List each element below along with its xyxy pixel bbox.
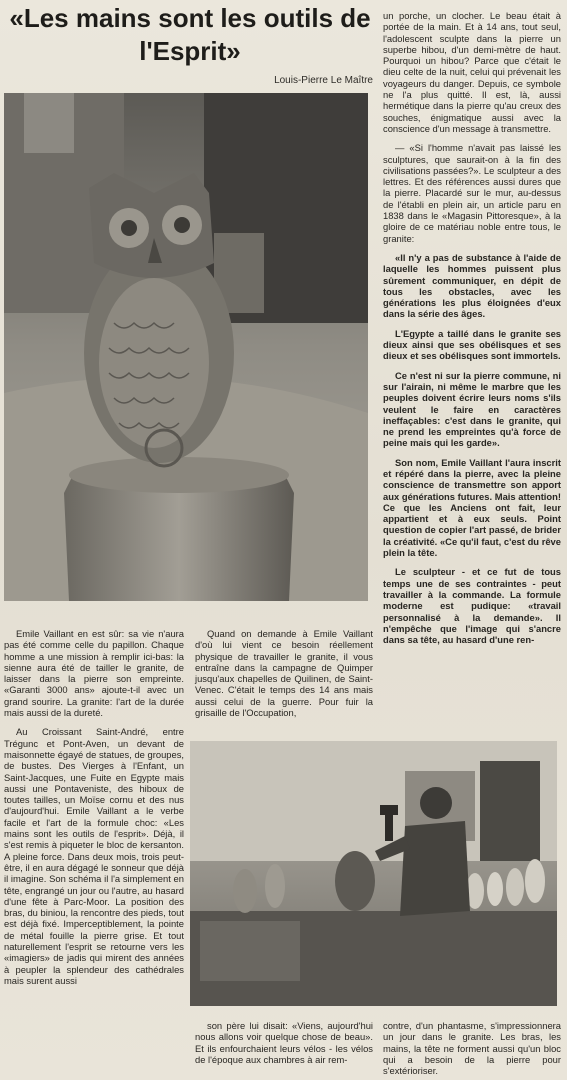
- paragraph: Quand on demande à Emile Vaillant d'où lui vient ce besoin réellement physique de travailler le granite, il vous entraîne dans la campagne de Quimper jusqu'aux chapelles de Quilinen, de Saint-Venec. C'était le temps des 14 ans mais aussi celui de la guerre. Pour fuir la grisaille de l'Occupation,: [195, 628, 373, 719]
- paragraph: Son nom, Emile Vaillant l'aura inscrit et répéré dans la pierre, avec la pleine conscience de transmettre son apport aux générations futures. Mais attention! Ce que les Anciens ont fait, leur appartient et à eux seuls. Point question de copier l'art passé, de brider la créativité. «Ce qu'il faut, c'est du rêve plein la tête.: [383, 456, 561, 559]
- article-column-middle-bottom: [195, 1020, 373, 1078]
- quote-paragraph: L'Egypte a taillé dans le granite ses dieux ainsi que ses obélisques et ses dieux et ses obélisques sont immortels.: [383, 327, 561, 362]
- quote-paragraph: «Il n'y a pas de substance à l'aide de laquelle les hommes puissent plus sûrement communiquer, en dépit de tous les obstacles, avec les générations les plus éloignées d'eux dans la série des âges.: [383, 251, 561, 320]
- headline: «Les mains sont les outils de l'Esprit»: [9, 3, 371, 66]
- owl-sculpture-photo: [4, 93, 368, 601]
- paragraph: un porche, un clocher. Le beau était à portée de la main. Et à 14 ans, tout seul, l'adolescent sculpte dans la pierre un superbe hibou, d'un demi-mètre de haut. Pourquoi un hibou? Parce que c'était le dieu celte de la nuit, celui qui prévenait les voyageurs du danger. Depuis, ce symbole ne l'a plus quitté. Il est, là, aussi hermétique dans la pierre qu'au creux des souches, énigmatique aussi avec la conscience d'un message à transmettre.: [383, 10, 561, 134]
- paragraph: son père lui disait: «Viens, aujourd'hui nous allons voir quelque chose de beau». Et ils enfourchaient leurs vélos - les vélos de l'époque aux chambres à air rem-: [195, 1020, 373, 1065]
- article-column-middle-top: [195, 628, 373, 738]
- article-column-left: [4, 628, 184, 1078]
- paragraph: contre, d'un phantasme, s'impressionnera un jour dans le granite. Les bras, les mains, la tête ne forment aussi qu'un bloc qui a besoin de la pierre pour s'extérioriser.: [383, 1020, 561, 1077]
- byline: Louis-Pierre Le Maître: [274, 75, 373, 86]
- article-column-right-top: [383, 10, 561, 665]
- paragraph: Au Croissant Saint-André, entre Trégunc et Pont-Aven, un devant de maisonnette égayé de statues, de groupes, de bustes. Des Vierges à l'Enfant, un Saint-Jacques, une Fuite en Egypte mais aussi une Pontaveniste, des hiboux de toutes tailles, un Moïse cornu et des nus d'aujourd'hui. Emile Vaillant a le verbe facile et l'art de la formule choc: «Les mains sont les outils de l'esprit». Déjà, il s'est remis à piqueter le bloc de kersanton. A pleine force. Dans deux mois, trois peut-être, il en aura dégagé le sonneur que déjà il imagine. Son schéma il l'a simplement en tête, engrangé un jour ou l'autre, au hasard d'une fête à Parc-Moor. La position des bras, du biniou, la rencontre des pieds, tout est déjà fixé. Imperceptiblement, la pointe de métal fouille la pierre grise. Et tout naturellement l'esprit se retourne vers les «imagiers» de jadis qui mirent des années à peupler la splendeur des cathédrales mais surent aussi: [4, 726, 184, 986]
- sculptor-workshop-photo: [190, 741, 557, 1006]
- paragraph: Emile Vaillant en est sûr: sa vie n'aura pas été comme celle du papillon. Chaque homme a une mission à remplir ici-bas: la sienne aura été de tailler le granite, de laisser dans la pierre son empreinte. «Garanti 3000 ans» ajoute-t-il avec un grand sourire. La granite: l'art de la durée mais aussi de la dureté.: [4, 628, 184, 719]
- paragraph: Le sculpteur - et ce fut de tous temps une de ses contraintes - peut travailler à la commande. La formule moderne est pudique: «travail personnalisé à la demande». Il n'empêche que l'image qui s'ancre dans sa tête, au hasard d'une ren-: [383, 566, 561, 646]
- paragraph: — «Si l'homme n'avait pas laissé les sculptures, que saurait-on à la fin des civilisations passées?». Le sculpteur a des lettres. Et des références aussi dures que la pierre. Placardé sur le mur, au-dessus de l'établi en plein air, un article paru en 1838 dans le «Magasin Pittoresque», à la gloire de ce matériau noble entre tous, le granite:: [383, 142, 561, 244]
- article-column-right-bottom: [383, 1020, 561, 1078]
- quote-paragraph: Ce n'est ni sur la pierre commune, ni sur l'airain, ni même le marbre que les peuples doivent écrire leurs noms s'ils veulent le faire en caractères ineffaçables: c'est dans le granite, qui ne prend les empreintes qu'à force de peine mais qui les garde».: [383, 369, 561, 449]
